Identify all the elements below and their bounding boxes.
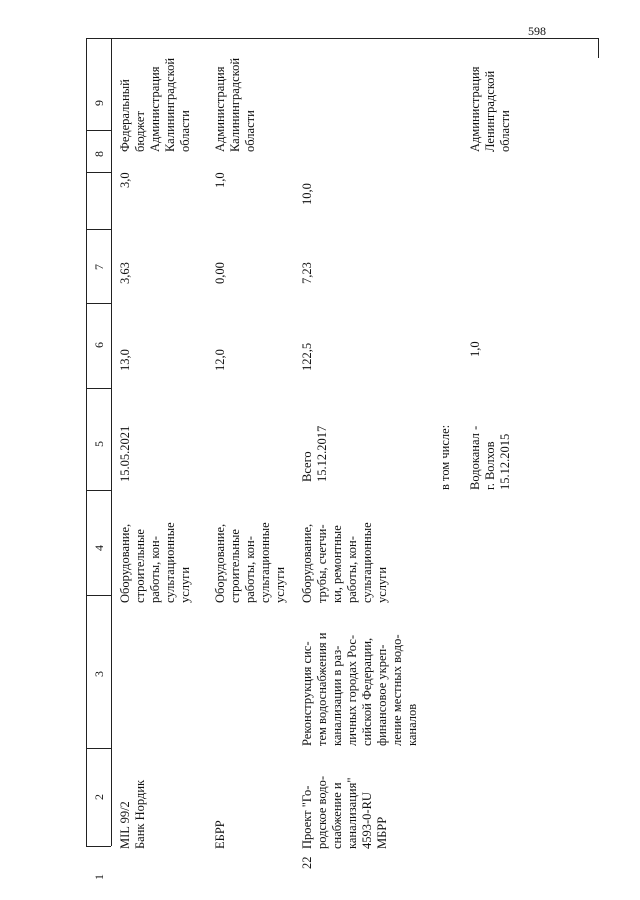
col-header-7: 7 xyxy=(92,264,106,270)
sub-col6: 1,0 xyxy=(468,341,482,357)
r3-col7: 7,23 xyxy=(300,262,314,284)
col-header-6: 6 xyxy=(92,342,106,348)
r2-source: Администрация Калининградской области xyxy=(213,57,257,152)
sub-recipient: Водоканал - г. Волхов 15.12.2015 xyxy=(468,425,512,490)
col-header-5: 5 xyxy=(92,441,106,447)
r3-col8: 10,0 xyxy=(300,183,314,205)
col-header-9: 9 xyxy=(92,100,106,106)
r3-purpose: Оборудование, трубы, счетчи- ки, ремонтные работы, кон- сультационные услуги xyxy=(300,522,389,603)
r1-col7: 3,63 xyxy=(118,262,132,284)
r2-purpose: Оборудование, строительные работы, кон- сультационные услуги xyxy=(213,522,287,603)
r2-col6: 12,0 xyxy=(213,349,227,371)
r1-purpose: Оборудование, строительные работы, кон- сультационные услуги xyxy=(118,522,192,603)
col-header-8: 8 xyxy=(92,151,106,157)
r1-col6: 13,0 xyxy=(118,349,132,371)
r1-col8: 3,0 xyxy=(118,172,132,188)
r3-project: Проект "Го- родское водо- снабжение и канализация" 4593-0-RU МБРР xyxy=(300,775,389,849)
r3-col6: 122,5 xyxy=(300,342,314,371)
r1-date: 15.05.2021 xyxy=(118,425,132,482)
sub-source: Администрация Ленинградской области xyxy=(468,66,512,152)
col-header-1: 1 xyxy=(92,874,106,880)
col-header-2: 2 xyxy=(92,794,106,800)
r2-col8: 1,0 xyxy=(213,172,227,188)
col-header-3: 3 xyxy=(92,671,106,677)
sub-label: в том числе: xyxy=(438,424,452,490)
r3-date: Всего 15.12.2017 xyxy=(300,425,329,482)
r1-lender: MIL 99/2 Банк Нордик xyxy=(118,779,147,849)
r3-number: 22 xyxy=(300,856,314,869)
r2-lender: ЕБРР xyxy=(213,820,227,849)
page-number: 598 xyxy=(528,24,546,38)
col-header-4: 4 xyxy=(92,545,106,551)
r2-col7: 0,00 xyxy=(213,262,227,284)
r1-source: Федеральный бюджет Администрация Калининградской области xyxy=(118,57,192,152)
r3-description: Реконструкция сис- тем водоснабжения и канализации в раз- личных городах Рос- сийской Федерации, финансовое укреп- ление местных водо- каналов xyxy=(300,632,419,746)
